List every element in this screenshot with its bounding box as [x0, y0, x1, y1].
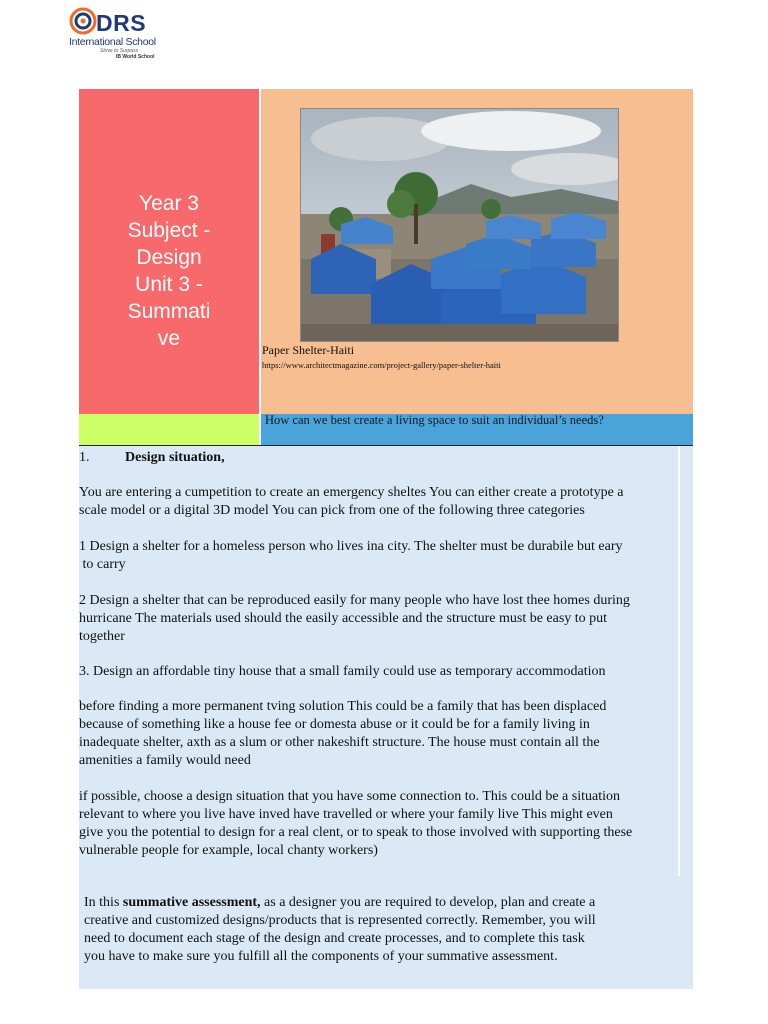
title-line: Subject -	[127, 219, 211, 242]
text-line: inadequate shelter, axth as a slum or other nakeshift structure. The house must contain all the	[79, 735, 600, 750]
text-line: scale model or a digital 3D model You can pick from one of the following three categories	[79, 503, 585, 518]
option-3-paragraph	[79, 663, 679, 681]
body-panel-right	[680, 446, 693, 876]
logo-brand: DRS	[96, 10, 147, 36]
text-line: because of something like a house fee or domesta abuse or it could be for a family living in	[79, 717, 590, 732]
section-title: Design situation,	[125, 450, 225, 465]
school-logo	[68, 6, 164, 60]
photo-caption: Paper Shelter-Haiti	[262, 343, 355, 357]
logo-ib: IB World School	[116, 54, 155, 60]
photo-source-url: https://www.architectmagazine.com/project-gallery/paper-shelter-haiti	[262, 360, 501, 370]
text-line: together	[79, 629, 125, 644]
text-line: 2 Design a shelter that can be reproduced easily for many people who have lost thee homes during	[79, 593, 630, 608]
text-line: You are entering a cumpetition to create an emergency sheltes You can either create a prototype a	[79, 485, 624, 500]
section-number: 1.	[79, 450, 90, 465]
text-line: hurricane The materials used should the easily accessible and the structure must be easy to put	[79, 611, 608, 626]
text-line: 1 Design a shelter for a homeless person who lives ina city. The shelter must be durabile but eary	[79, 539, 623, 554]
unit-title	[79, 190, 259, 352]
text-line: if possible, choose a design situation that you have some connection to. This could be a situation	[79, 789, 620, 804]
summative-line1: as a designer you are required to develop, plan and create a	[260, 895, 596, 910]
title-line: Summati	[127, 300, 211, 323]
title-line: Year 3	[139, 192, 199, 215]
text-line: relevant to where you live have inved have travelled or where your family live This might even	[79, 807, 613, 822]
intro-paragraph	[79, 484, 679, 520]
green-strip	[79, 414, 261, 445]
text-line	[84, 894, 684, 912]
summative-lead: In this	[84, 895, 123, 910]
text-line: you have to make sure you fulfill all the components of your summative assessment.	[84, 949, 558, 964]
title-line: ve	[157, 327, 181, 350]
title-line: Design	[136, 246, 202, 269]
text-line: amenities a family would need	[79, 753, 251, 768]
section-heading	[79, 450, 225, 466]
text-line: 3. Design an affordable tiny house that a small family could use as temporary accommodation	[79, 664, 606, 679]
text-line: creative and customized designs/products that is represented correctly. Remember, you will	[84, 913, 596, 928]
text-line: before finding a more permanent tving solution This could be a family that has been displaced	[79, 699, 607, 714]
panel-divider	[259, 89, 261, 445]
summative-paragraph	[84, 894, 684, 966]
option-3-continued	[79, 698, 679, 770]
logo-swirl-icon	[68, 6, 98, 36]
logo-subtitle: International School	[69, 36, 156, 48]
title-line: Unit 3 -	[135, 273, 203, 296]
option-2-paragraph	[79, 592, 679, 646]
option-1-paragraph	[79, 538, 679, 574]
advice-paragraph	[79, 788, 679, 860]
text-line: give you the potential to design for a real clent, or to speak to those involved with supporting these	[79, 825, 633, 840]
tent-camp-photo	[300, 108, 619, 342]
text-line: vulnerable people for example, local chanty workers)	[79, 843, 378, 858]
logo-tagline: Strive to Surpass	[100, 48, 139, 54]
text-line: to carry	[79, 557, 126, 572]
text-line: need to document each stage of the design and create processes, and to complete this task	[84, 931, 585, 946]
summative-bold: summative assessment,	[122, 895, 261, 910]
guiding-question: How can we best create a living space to suit an individual’s needs?	[265, 413, 604, 427]
